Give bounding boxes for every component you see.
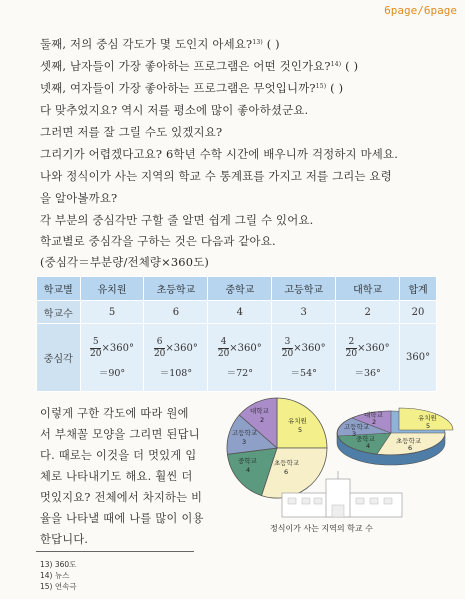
- table-row: [37, 301, 437, 324]
- table-cell: $\frac{2}{20}$ ×360° ＝36°: [336, 324, 400, 392]
- pie-value: 6: [284, 468, 289, 476]
- table-cell: 360°: [400, 324, 437, 392]
- 3d-pie-chart: [337, 408, 453, 465]
- page-number: 6page/6page: [384, 4, 457, 17]
- pie3d-value: 5: [426, 422, 431, 430]
- row-label: 중심각: [37, 324, 81, 392]
- text-line: 체로 나타내기도 해요. 훨씬 더: [40, 470, 193, 483]
- pie-label: 고등학교: [232, 429, 258, 437]
- pie3d-label: 고등학교: [344, 423, 370, 431]
- question-4: 넷째, 여자들이 가장 좋아하는 프로그램은 무엇입니까?$^{15)}$ ( ): [40, 81, 344, 95]
- table-header: 유치원: [80, 277, 144, 301]
- figure-caption: 정식이가 사는 지역의 학교 수: [270, 524, 373, 533]
- table-cell: 4: [208, 301, 272, 324]
- table-header: 대학교: [336, 277, 400, 301]
- pie3d-label: 대학교: [364, 411, 383, 419]
- text-line: 을 알아볼까요?: [40, 191, 118, 205]
- table-header: 학교별: [37, 277, 81, 301]
- pie3d-value: 3: [352, 430, 357, 438]
- text-line: 그러면 저를 잘 그릴 수도 있겠지요?: [40, 125, 223, 139]
- table-cell: $\frac{5}{20}$ ×360° ＝90°: [80, 324, 144, 392]
- row-label: 학교수: [37, 301, 81, 324]
- school-count-table: [36, 276, 437, 392]
- text-line: 서 부채꼴 모양을 그리면 된답니: [40, 428, 200, 441]
- pie3d-label: 유치원: [418, 414, 437, 422]
- footnote: 14) 뉴스: [40, 571, 70, 580]
- pie-label: 유치원: [288, 417, 307, 425]
- table-cell: $\frac{3}{20}$ ×360° ＝54°: [272, 324, 336, 392]
- pie3d-value: 4: [366, 442, 371, 450]
- pie-label: 대학교: [250, 407, 269, 415]
- table-row: [37, 324, 437, 392]
- pie-value: 3: [242, 438, 247, 446]
- table-header: 중학교: [208, 277, 272, 301]
- table-cell: 5: [80, 301, 144, 324]
- text-line: 다. 때로는 이것을 더 멋있게 입: [40, 449, 197, 462]
- pie-value: 4: [246, 466, 251, 474]
- pie3d-value: 6: [408, 444, 413, 452]
- footnote: 15) 연속극: [40, 582, 77, 591]
- question-3: 셋째, 남자들이 가장 좋아하는 프로그램은 어떤 것인가요?$^{14)}$ ( ): [40, 59, 359, 73]
- text-line: 율을 나타낼 때에 나를 많이 이용: [40, 512, 204, 525]
- pie-value: 5: [298, 426, 303, 434]
- flat-pie-chart: [227, 398, 327, 498]
- table-cell: 6: [144, 301, 208, 324]
- text-line: 멋있지요? 전체에서 차지하는 비: [40, 491, 203, 504]
- text-line: 다 맞추었지요? 역시 저를 평소에 많이 좋아하셨군요.: [40, 103, 309, 117]
- pie-label: 초등학교: [274, 459, 300, 467]
- footnote-ref: 14): [330, 61, 342, 68]
- question-2: 둘째, 저의 중심 각도가 몇 도인지 아세요?$^{13)}$ ( ): [40, 37, 280, 51]
- footnote: 13) 360도: [40, 560, 77, 569]
- table-header: 합계: [400, 277, 437, 301]
- table-cell: $\frac{4}{20}$ ×360° ＝72°: [208, 324, 272, 392]
- text-line: 그리기가 어렵겠다고요? 6학년 수학 시간에 배우니까 걱정하지 마세요.: [40, 147, 399, 161]
- table-cell: 3: [272, 301, 336, 324]
- pie3d-value: 2: [372, 418, 377, 426]
- text-line: 학교별로 중심각을 구하는 것은 다음과 같아요.: [40, 234, 276, 248]
- pie-chart-figure: [222, 393, 457, 521]
- table-cell: 2: [336, 301, 400, 324]
- footnote-divider: [36, 551, 194, 552]
- footnote-ref: 15): [315, 83, 327, 90]
- pie3d-label: 중학교: [356, 435, 375, 443]
- text-line: 나와 정식이가 사는 지역의 학교 수 통계표를 가지고 저를 그리는 요령: [40, 169, 392, 183]
- formula: (중심각＝부분량/전체량×360도): [40, 255, 210, 269]
- table-cell: 20: [400, 301, 437, 324]
- table-header-row: [37, 277, 437, 301]
- text-line: 이렇게 구한 각도에 따라 원에: [40, 407, 189, 420]
- pie-label: 중학교: [238, 457, 257, 465]
- table-header: 고등학교: [272, 277, 336, 301]
- text-line: 한답니다.: [40, 533, 89, 546]
- table-header: 초등학교: [144, 277, 208, 301]
- pie-value: 2: [260, 416, 265, 424]
- text-line: 각 부분의 중심각만 구할 줄 알면 쉽게 그릴 수 있어요.: [40, 213, 314, 227]
- table-cell: $\frac{6}{20}$ ×360° ＝108°: [144, 324, 208, 392]
- footnote-ref: 13): [252, 39, 263, 46]
- pie3d-label: 초등학교: [396, 437, 422, 445]
